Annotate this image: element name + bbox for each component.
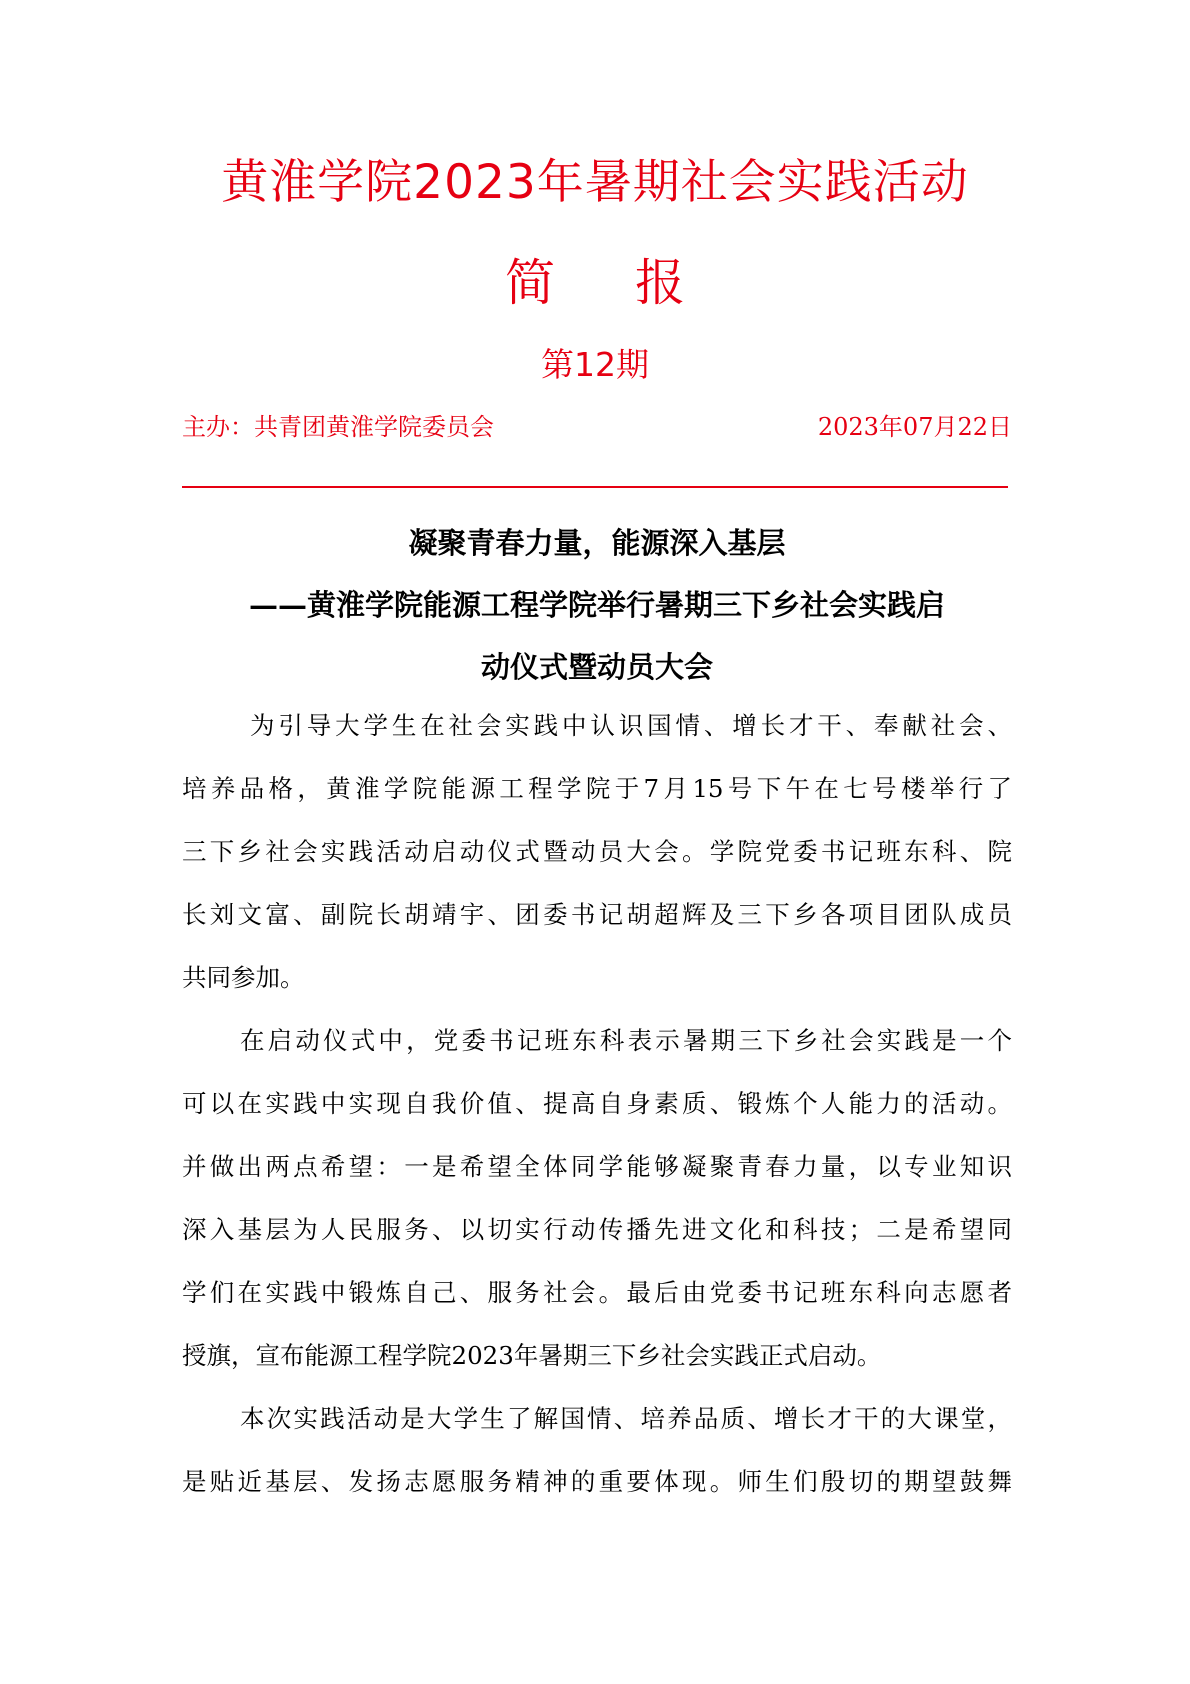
bulletin-title: 黄淮学院2023年暑期社会实践活动 bbox=[221, 155, 969, 210]
body-line: 三下乡社会实践活动启动仪式暨动员大会。学院党委书记班东科、院 bbox=[182, 837, 1012, 866]
body-line: 培养品格，黄淮学院能源工程学院于7月15号下午在七号楼举行了 bbox=[182, 774, 1012, 803]
body-line: 为引导大学生在社会实践中认识国情、增长才干、奉献社会、 bbox=[250, 711, 1012, 740]
body-line: 是贴近基层、发扬志愿服务精神的重要体现。师生们殷切的期望鼓舞 bbox=[182, 1467, 1012, 1496]
body-line: 共同参加。 bbox=[182, 963, 305, 992]
body-line: 本次实践活动是大学生了解国情、培养品质、增长才干的大课堂， bbox=[240, 1404, 1012, 1433]
body-line: 深入基层为人民服务、以切实行动传播先进文化和科技；二是希望同 bbox=[182, 1215, 1012, 1244]
body-line: 在启动仪式中，党委书记班东科表示暑期三下乡社会实践是一个 bbox=[240, 1026, 1012, 1055]
issue-date: 2023年07月22日 bbox=[817, 413, 1012, 441]
body-line: 长刘文富、副院长胡靖宇、团委书记胡超辉及三下乡各项目团队成员 bbox=[182, 900, 1012, 929]
issue-number: 第12期 bbox=[541, 345, 649, 384]
masthead-divider bbox=[182, 486, 1008, 488]
host-organization: 主办：共青团黄淮学院委员会 bbox=[182, 413, 494, 441]
body-line: 授旗，宣布能源工程学院2023年暑期三下乡社会实践正式启动。 bbox=[182, 1341, 882, 1370]
article-title-line: 凝聚青春力量，能源深入基层 bbox=[408, 526, 786, 560]
bulletin-subtitle bbox=[0, 248, 1190, 318]
article-title-line: 动仪式暨动员大会 bbox=[480, 650, 713, 684]
article-title-line: ——黄淮学院能源工程学院举行暑期三下乡社会实践启 bbox=[248, 588, 945, 622]
bulletin-subtitle-char-1: 简 bbox=[505, 254, 555, 312]
article-body bbox=[182, 694, 1012, 1513]
bulletin-subtitle-char-2: 报 bbox=[635, 254, 685, 312]
body-line: 可以在实践中实现自我价值、提高自身素质、锻炼个人能力的活动。 bbox=[182, 1089, 1012, 1118]
body-line: 并做出两点希望：一是希望全体同学能够凝聚青春力量，以专业知识 bbox=[182, 1152, 1012, 1181]
body-line: 学们在实践中锻炼自己、服务社会。最后由党委书记班东科向志愿者 bbox=[182, 1278, 1012, 1307]
article-title bbox=[182, 512, 1012, 698]
